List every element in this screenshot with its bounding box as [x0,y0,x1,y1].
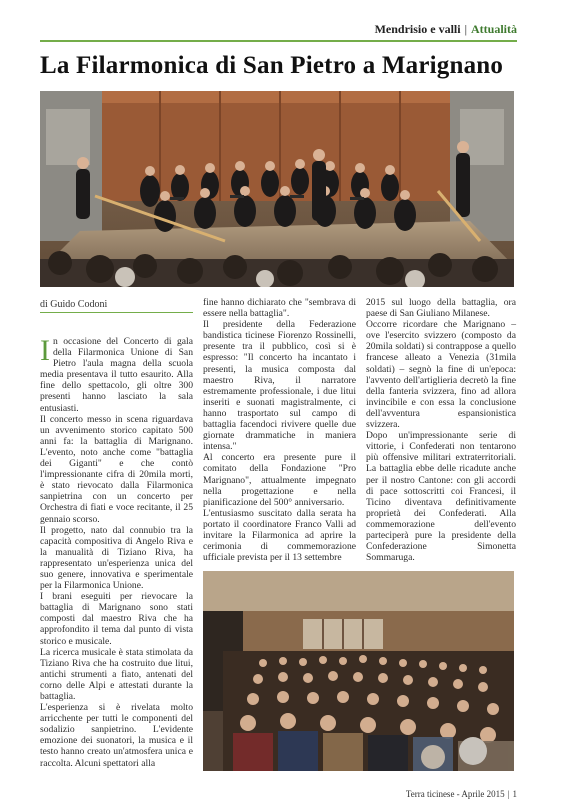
article-column-2 [203,297,356,563]
publication-name: Terra ticinese - Aprile 2015 [405,789,505,799]
paragraph: I brani eseguiti per rievocare la battaglia di Marignano sono stati composti dal maestro Riva che ha approfondito il tema dal punto di vista storico e musicale. [40,591,193,647]
paragraph: Dopo un'impressionante serie di vittorie, i Confederati non tentarono più offensive militari extraterritoriali. La battaglia ebbe delle ricadute anche per il nostro Cantone: con gli accordi di pace sottoscritti coi Francesi, il Ticino diventava definitivamente proprietà dei Confederati. Alla commemorazione dell'evento parteciperà pure la presidente della Confederazione Simonetta Sommaruga. [366,430,516,564]
page-number: 1 [512,789,517,799]
paragraph: L'esperienza si è rivelata molto arricchente per tutti le componenti del sodalizio sanpietrino. L'evidente emozione dei suonatori, la musica e il testo hanno creato un'atmosfera unica e raccolta. Alcuni spettatori alla [40,702,193,769]
header-separator: | [464,22,467,36]
concert-stage-photo [40,91,514,287]
paragraph: Al concerto era presente pure il comitato della Fondazione "Pro Marignano", attualmente impegnato nella progettazione e nella pianificazione del 500° anniversario. [203,452,356,508]
page-footer [406,789,517,799]
paragraph: 2015 sul luogo della battaglia, ora paese di San Giuliano Milanese. [366,297,516,320]
page-header [40,22,517,40]
paragraph: Il presidente della Federazione bandistica ticinese Fiorenzo Rossinelli, presente tra il pubblico, così si è espresso: "Il concerto ha incantato i presenti, la musica composta dal maestro Riva, il narratore estremamente professionale, i due litui inseriti e suonati magistralmente, ci hanno trasportato sul campo di battaglia facendoci rivivere quelle due giornate drammatiche in maniera intensa." [203,319,356,453]
paragraph: La ricerca musicale è stata stimolata da Tiziano Riva che ha costruito due litui, antichi strumenti a fiato, antenati del corno delle Alpi e attestati durante la battaglia. [40,646,193,702]
footer-separator: | [507,789,510,799]
paragraph: Occorre ricordare che Marignano – ove l'esercito svizzero (composto da 20mila soldati) si contrappose a quello francese alleato a Venezia (31mila soldati) – segnò la fine di un'epoca: l'avvento dell'artiglieria decretò la fine della fanteria svizzera, fino ad allora invincibile e con essa la conclusione dell'avventura espansionistica svizzera. [366,319,516,431]
article-column-3 [366,297,516,563]
drop-cap: I [40,334,50,367]
audience-photo [203,571,514,771]
section-tag: Attualità [471,22,517,36]
article-column-1 [40,336,193,769]
paragraph-text: n occasione del Concerto di gala della Filarmonica Unione di San Pietro l'aula magna della scuola media presentava il tutto esaurito. Alla fine dello spettacolo, gli oltre 300 presenti hanno lasciato la sala entusiasti. [40,336,193,414]
header-rule [40,40,517,42]
paragraph: Il concerto messo in scena riguardava un avvenimento storico capitato 500 anni fa: la battaglia di Marignano. L'evento, noto anche come "battaglia dei Giganti" e che contò l'impressionante cifra di 20mila morti, è stato rievocato dalla Filarmonica sanpietrina con un concerto per Orchestra di fiati e voce recitante, il 25 gennaio scorso. [40,413,193,525]
byline: di Guido Codoni [40,299,108,310]
byline-rule [40,312,193,313]
paragraph: fine hanno dichiarato che "sembrava di essere nella battaglia". [203,297,356,320]
section-name: Mendrisio e valli [374,22,461,36]
paragraph: L'entusiasmo suscitato dalla serata ha portato il coordinatore Franco Valli ad invitare la Filarmonica ad aprire la cerimonia di commemorazione ufficiale prevista per il 13 settembre [203,507,356,564]
paragraph: Il progetto, nato dal connubio tra la capacità compositiva di Angelo Riva e la manualità di Tiziano Riva, ha rappresentato un'esperienza unica del suo genere, innovativa e sperimentale per la Filarmonica Unione. [40,524,193,592]
paragraph [40,336,193,414]
article-title: La Filarmonica di San Pietro a Marignano [40,52,504,79]
